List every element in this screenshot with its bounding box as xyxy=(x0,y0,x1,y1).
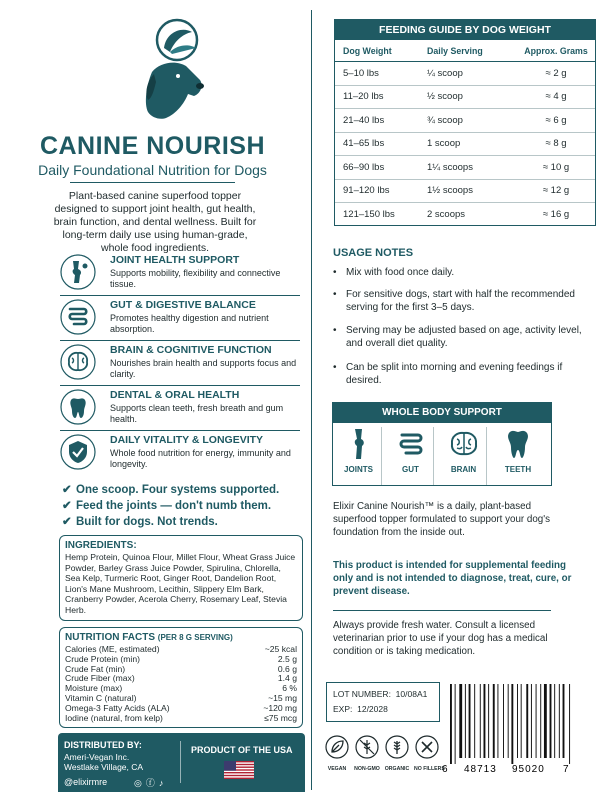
barcode-bar xyxy=(459,684,462,758)
joint-icon xyxy=(344,427,374,461)
benefit-desc: Whole food nutrition for energy, immunity and longevity. xyxy=(110,448,291,469)
shield-check-icon xyxy=(60,434,96,470)
nutrition-heading: NUTRITION FACTS (PER 8 G SERVING) xyxy=(65,632,233,643)
nutrient-value: 2.5 g xyxy=(277,653,297,664)
barcode-bar xyxy=(450,684,452,764)
gut-icon xyxy=(60,299,96,335)
feeding-row xyxy=(335,203,595,227)
nutrient-value: ~25 kcal xyxy=(264,644,297,654)
feeding-cell: 2 scoops xyxy=(427,209,466,221)
barcode-digits-1: 48713 xyxy=(464,764,497,774)
product-title: CANINE NOURISH xyxy=(39,132,266,160)
barcode-bar xyxy=(554,684,555,758)
barcode-bar xyxy=(469,684,471,758)
ingredients-text: Hemp Protein, Quinoa Flour, Millet Flour, Wheat Grass Juice Powder, Barley Grass Juice Powder, Spirulina, Chlorella, Sea Kelp, Turmeric Root, Ginger Root, Dandelion Root, Lion's Mane Mushroom, Lecithin, Slippery Elm Bark, Cranberry Powder, Acerola Cherry, Rosemary Leaf, Stevia Herb. xyxy=(65,552,296,615)
nutrition-rows xyxy=(65,645,297,723)
feeding-cell: 1¼ scoops xyxy=(427,161,473,173)
feeding-row xyxy=(335,86,595,110)
nutrient-value: ~120 mg xyxy=(263,702,297,713)
lot-exp-box xyxy=(326,682,440,722)
barcode-bar xyxy=(526,684,528,758)
nutrient-value: 1.4 g xyxy=(277,673,297,684)
barcode-bar xyxy=(521,684,522,758)
tooth-icon xyxy=(503,427,533,461)
feeding-row xyxy=(335,133,595,157)
joint-icon xyxy=(60,254,96,290)
barcode-bar xyxy=(517,684,518,758)
social-handle: @elixirmre xyxy=(64,777,108,787)
benefit-title: GUT & DIGESTIVE BALANCE xyxy=(110,299,256,311)
instagram-icon[interactable]: ◎ xyxy=(134,778,146,788)
check-icon: ✔ xyxy=(62,484,72,496)
barcode-bar xyxy=(488,684,489,758)
nutrition-row xyxy=(65,714,297,724)
nutrient-name: Crude Fat (min) xyxy=(65,663,126,674)
usage-note: • Serving may be adjusted based on age, activity level, and overall diet quality. xyxy=(333,325,582,349)
seal-vegan: VEGAN xyxy=(324,735,350,772)
barcode-bar xyxy=(563,684,565,758)
distributed-label: DISTRIBUTED BY: xyxy=(64,740,142,750)
feeding-cell: ≈ 4 g xyxy=(545,91,567,103)
usage-note: • For sensitive dogs, start with half the recommended serving for the first 3–5 days. xyxy=(333,289,575,313)
certification-seals xyxy=(324,735,445,780)
benefit-title: DENTAL & ORAL HEALTH xyxy=(110,389,240,401)
benefit-title: JOINT HEALTH SUPPORT xyxy=(110,254,240,266)
check-icon: ✔ xyxy=(62,516,72,528)
nutrient-name: Iodine (natural, from kelp) xyxy=(65,712,163,723)
ingredients-heading: INGREDIENTS: xyxy=(65,540,137,551)
barcode-bar xyxy=(497,684,498,758)
barcode-bar xyxy=(455,684,456,764)
nutrient-name: Omega-3 Fatty Acids (ALA) xyxy=(65,702,170,713)
feeding-cell: 121–150 lbs xyxy=(343,209,395,221)
nutrient-value: ~15 mg xyxy=(268,692,297,703)
feeding-cell: ≈ 12 g xyxy=(542,185,570,197)
feeding-cell: ≈ 8 g xyxy=(545,138,567,150)
us-flag-icon xyxy=(224,761,254,779)
barcode-bar xyxy=(540,684,541,758)
barcode-bar xyxy=(508,684,509,758)
support-gut: GUT xyxy=(388,427,434,485)
title-divider xyxy=(70,182,235,183)
barcode-bar xyxy=(480,684,481,758)
disclaimer-divider xyxy=(333,610,551,611)
tooth-icon xyxy=(60,389,96,425)
distributor-address: Ameri-Vegan Inc. Westlake Village, CA xyxy=(64,752,144,772)
barcode-bar xyxy=(484,684,486,758)
ingredients-panel xyxy=(59,535,303,621)
feeding-guide-table xyxy=(334,19,596,226)
feeding-guide-rows xyxy=(335,62,595,227)
feeding-cell: 41–65 lbs xyxy=(343,138,385,150)
feeding-cell: ¼ scoop xyxy=(427,67,463,79)
whole-body-heading: WHOLE BODY SUPPORT xyxy=(333,403,551,423)
barcode xyxy=(442,682,572,774)
brain-icon xyxy=(60,344,96,380)
product-description: Elixir Canine Nourish™ is a daily, plant-based superfood topper formulated to support your dog's foundation from the inside out. xyxy=(333,501,550,538)
nutrient-name: Calories (ME, estimated) xyxy=(65,644,160,654)
no-fillers-icon xyxy=(415,735,439,759)
check-icon: ✔ xyxy=(62,500,72,512)
feeding-cell: 66–90 lbs xyxy=(343,161,385,173)
barcode-bar xyxy=(511,684,513,764)
seal-organic: ORGANIC xyxy=(384,735,410,772)
barcode-bar xyxy=(465,684,466,758)
feeding-guide-columns: Dog Weight Daily Serving Approx. Grams xyxy=(335,40,595,62)
barcode-bar xyxy=(569,684,570,764)
social-icons[interactable] xyxy=(134,776,167,789)
column-divider xyxy=(311,10,312,790)
barcode-digit-right: 7 xyxy=(563,764,569,774)
tiktok-icon[interactable]: ♪ xyxy=(158,778,168,788)
support-brain: BRAIN xyxy=(441,427,487,485)
benefit-brain xyxy=(60,340,305,384)
water-note: Always provide fresh water. Consult a licensed veterinarian prior to use if your dog has a medical condition or is taking medication. xyxy=(333,620,548,657)
feeding-cell: ≈ 6 g xyxy=(545,114,567,126)
barcode-digits-2: 95020 xyxy=(512,764,545,774)
benefit-joint xyxy=(60,250,305,294)
feeding-cell: 11–20 lbs xyxy=(343,91,384,103)
nutrient-name: Crude Fiber (max) xyxy=(65,673,135,684)
seal-non-gmo: NON-GMO xyxy=(354,735,380,772)
tagline-2: ✔ Feed the joints — don't numb them. xyxy=(62,500,272,512)
benefit-desc: Promotes healthy digestion and nutrient absorption. xyxy=(110,313,269,334)
barcode-bar xyxy=(536,684,537,758)
feeding-cell: 1½ scoops xyxy=(427,185,473,197)
feeding-row xyxy=(335,180,595,204)
support-joints: JOINTS xyxy=(336,427,382,485)
benefit-desc: Supports clean teeth, fresh breath and gum health. xyxy=(110,403,284,424)
feeding-row xyxy=(335,109,595,133)
vegan-leaf-icon xyxy=(325,735,349,759)
nutrient-value: 6 % xyxy=(282,683,297,694)
feeding-cell: ¾ scoop xyxy=(427,114,463,126)
benefit-dental xyxy=(60,385,305,429)
dog-logo-icon xyxy=(130,14,220,132)
barcode-bar xyxy=(474,684,475,758)
usage-heading: USAGE NOTES xyxy=(333,247,414,259)
barcode-bar xyxy=(493,684,495,758)
brain-icon xyxy=(449,427,479,461)
benefit-desc: Supports mobility, flexibility and connective tissue. xyxy=(110,268,281,289)
product-subtitle: Daily Foundational Nutrition for Dogs xyxy=(38,162,267,178)
tagline-1: ✔ One scoop. Four systems supported. xyxy=(62,484,280,496)
product-of-usa: PRODUCT OF THE USA xyxy=(191,745,293,755)
organic-wheat-icon xyxy=(385,735,409,759)
feeding-cell: ½ scoop xyxy=(427,91,463,103)
barcode-bar xyxy=(531,684,532,758)
disclaimer: This product is intended for supplemental feeding only and is not intended to diagnose, treat, cure, or prevent disease. xyxy=(333,560,572,597)
barcode-bar xyxy=(503,684,504,758)
feeding-guide-heading: FEEDING GUIDE BY DOG WEIGHT xyxy=(335,20,595,40)
barcode-digit-left: 6 xyxy=(442,764,448,774)
benefit-vitality xyxy=(60,430,305,474)
barcode-bar xyxy=(544,684,547,758)
benefit-title: DAILY VITALITY & LONGEVITY xyxy=(110,434,264,446)
benefit-desc: Nourishes brain health and supports focus and clarity. xyxy=(110,358,297,379)
benefit-title: BRAIN & COGNITIVE FUNCTION xyxy=(110,344,272,356)
whole-body-support-panel xyxy=(332,402,552,486)
nutrient-name: Crude Protein (min) xyxy=(65,653,140,664)
lot-number: LOT NUMBER: 10/08A1 xyxy=(333,689,428,699)
seal-no-fillers: NO FILLERS xyxy=(414,735,440,772)
usage-note: • Mix with food once daily. xyxy=(333,267,455,278)
product-intro: Plant-based canine superfood topper designed to support joint health, gut health, brain function, and dental wellness. Built for long-term daily use using human-grade, whole food ingredients. xyxy=(53,190,257,254)
non-gmo-icon xyxy=(355,735,379,759)
left-column xyxy=(0,0,305,792)
feeding-row xyxy=(335,62,595,86)
gut-icon xyxy=(396,427,426,461)
nutrition-panel xyxy=(59,627,303,728)
feeding-cell: 5–10 lbs xyxy=(343,67,379,79)
usage-note: • Can be split into morning and evening feedings if desired. xyxy=(333,362,563,386)
nutrient-value: 0.6 g xyxy=(277,663,297,674)
nutrient-value: ≤75 mcg xyxy=(264,712,297,723)
feeding-row xyxy=(335,156,595,180)
feeding-cell: 91–120 lbs xyxy=(343,185,390,197)
footer-bar xyxy=(58,733,305,792)
nutrient-name: Vitamin C (natural) xyxy=(65,692,137,703)
tagline-3: ✔ Built for dogs. Not trends. xyxy=(62,516,218,528)
feeding-cell: 21–40 lbs xyxy=(343,114,385,126)
support-teeth: TEETH xyxy=(495,427,541,485)
nutrient-name: Moisture (max) xyxy=(65,683,123,694)
facebook-icon[interactable]: ⓕ xyxy=(145,778,159,788)
barcode-bar xyxy=(559,684,560,758)
barcode-bar xyxy=(550,684,552,758)
feeding-cell: 1 scoop xyxy=(427,138,461,150)
benefit-gut xyxy=(60,295,305,339)
expiry-date: EXP: 12/2028 xyxy=(333,704,388,714)
feeding-cell: ≈ 10 g xyxy=(542,161,570,173)
feeding-cell: ≈ 2 g xyxy=(545,67,567,79)
feeding-cell: ≈ 16 g xyxy=(542,209,570,221)
